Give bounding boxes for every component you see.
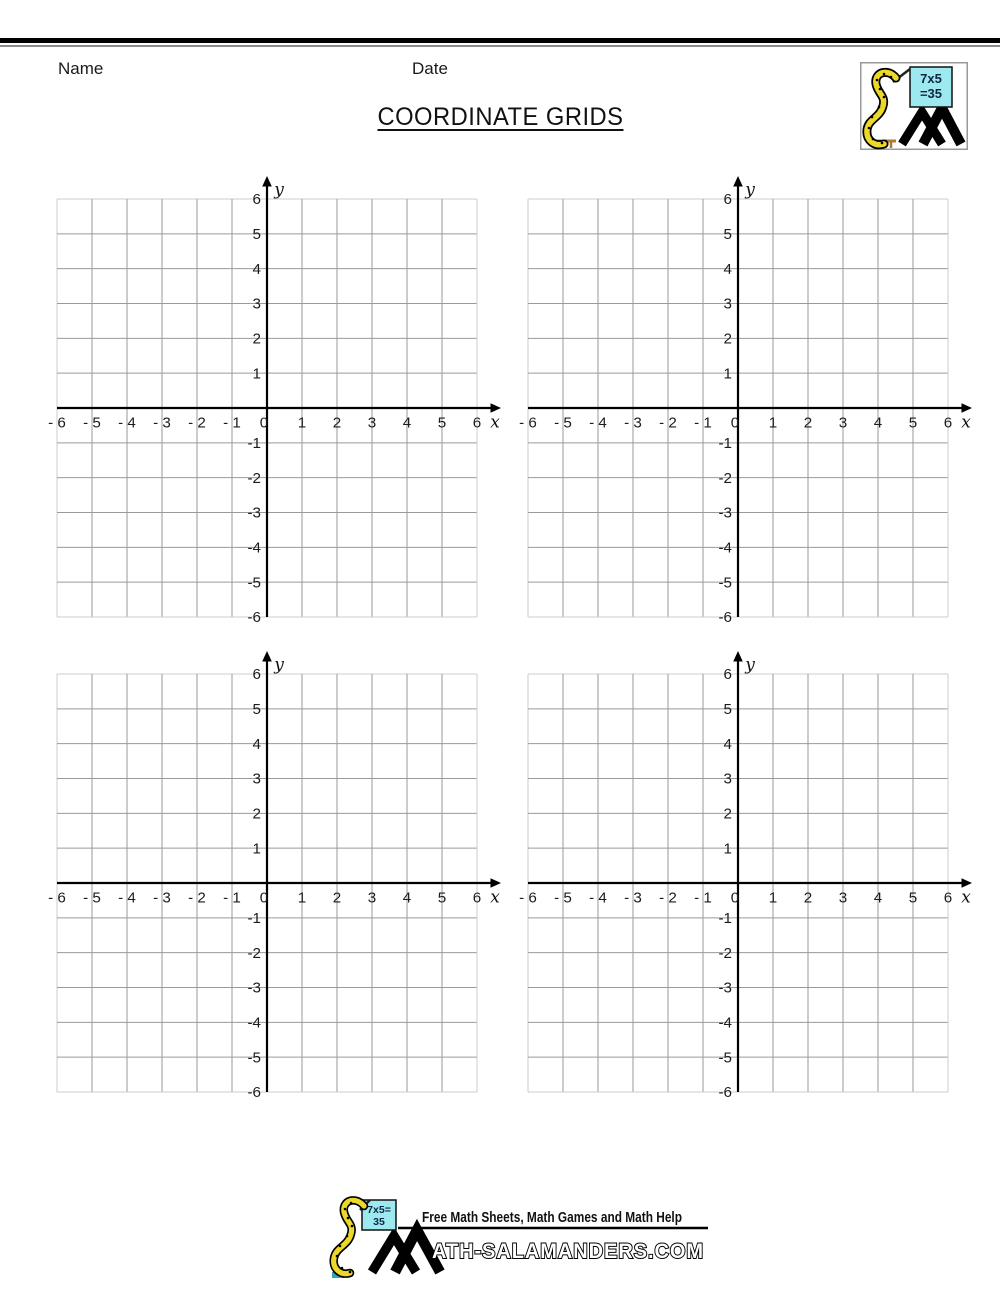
y-tick-label: -3	[718, 979, 732, 997]
y-tick-label: -2	[718, 469, 732, 487]
x-tick-label: 1	[768, 414, 778, 432]
y-tick-label: -6	[718, 609, 732, 627]
x-tick-label: 3	[838, 414, 848, 432]
y-tick-label: 1	[252, 840, 261, 858]
y-tick-label: -4	[718, 539, 732, 557]
name-label: Name	[58, 59, 104, 78]
x-tick-label: 0	[259, 414, 269, 432]
y-tick-label: -2	[247, 469, 261, 487]
coordinate-grid-2	[513, 171, 980, 629]
y-tick-label: 1	[723, 365, 732, 383]
x-tick-label: 3	[367, 414, 377, 432]
y-tick-label: 6	[252, 191, 261, 209]
y-tick-label: 3	[252, 770, 261, 788]
y-tick-label: -2	[247, 944, 261, 962]
x-tick-label: 5	[908, 414, 918, 432]
x-tick-label: 1	[297, 889, 307, 907]
x-tick-label: 5	[437, 889, 447, 907]
coordinate-grid-3	[42, 646, 509, 1104]
x-tick-label: - 1	[694, 889, 712, 907]
x-tick-label: 1	[768, 889, 778, 907]
x-tick-label: - 6	[48, 414, 66, 432]
board-line1: 7x5	[920, 71, 942, 86]
y-tick-label: 5	[252, 226, 261, 244]
x-tick-label: 2	[803, 889, 813, 907]
x-axis-arrow-icon	[491, 403, 502, 413]
x-tick-label: 5	[437, 414, 447, 432]
y-tick-label: 5	[723, 226, 732, 244]
board-line1: 7x5=	[367, 1204, 391, 1216]
y-axis-label: y	[745, 655, 755, 675]
x-tick-label: 4	[873, 414, 883, 432]
x-tick-label: 3	[367, 889, 377, 907]
x-axis-arrow-icon	[491, 878, 502, 888]
y-tick-label: -5	[718, 1049, 732, 1067]
y-tick-label: 6	[723, 666, 732, 684]
y-tick-label: 3	[723, 295, 732, 313]
x-tick-label: - 3	[153, 414, 171, 432]
y-axis-label: y	[745, 180, 755, 200]
y-tick-label: -1	[718, 910, 732, 928]
y-axis-arrow-icon	[733, 651, 743, 662]
x-tick-label: - 2	[659, 889, 677, 907]
x-tick-label: - 5	[554, 889, 572, 907]
x-tick-label: - 2	[188, 889, 206, 907]
board-line2: 35	[373, 1216, 385, 1228]
y-tick-label: 4	[252, 735, 261, 753]
y-tick-label: -6	[247, 1084, 261, 1102]
coordinate-grid-4	[513, 646, 980, 1104]
x-axis-label: x	[961, 887, 971, 908]
y-axis-arrow-icon	[262, 651, 272, 662]
y-tick-label: 5	[252, 701, 261, 719]
y-tick-label: 6	[252, 666, 261, 684]
x-tick-label: - 1	[223, 889, 241, 907]
y-tick-label: 6	[723, 191, 732, 209]
y-tick-label: -4	[247, 1014, 261, 1032]
y-axis-arrow-icon	[262, 176, 272, 187]
coordinate-grid-1	[42, 171, 509, 629]
x-tick-label: 6	[943, 889, 953, 907]
x-tick-label: - 1	[223, 414, 241, 432]
y-tick-label: 1	[723, 840, 732, 858]
x-tick-label: - 5	[554, 414, 572, 432]
x-tick-label: - 3	[153, 889, 171, 907]
y-tick-label: 1	[252, 365, 261, 383]
x-tick-label: 3	[838, 889, 848, 907]
x-tick-label: - 4	[589, 414, 607, 432]
x-tick-label: - 3	[624, 889, 642, 907]
y-tick-label: 2	[723, 805, 732, 823]
x-tick-label: 4	[402, 414, 412, 432]
y-tick-label: -1	[247, 435, 261, 453]
top-divider	[0, 38, 1000, 47]
x-tick-label: - 6	[519, 889, 537, 907]
x-tick-label: - 2	[188, 414, 206, 432]
x-axis-label: x	[490, 887, 500, 908]
x-tick-label: 4	[402, 889, 412, 907]
x-tick-label: - 4	[118, 414, 136, 432]
y-tick-label: -4	[718, 1014, 732, 1032]
y-tick-label: 2	[252, 330, 261, 348]
y-tick-label: -6	[718, 1084, 732, 1102]
x-tick-label: - 2	[659, 414, 677, 432]
y-axis-label: y	[274, 180, 284, 200]
y-tick-label: 4	[723, 260, 732, 278]
page-title: COORDINATE GRIDS	[376, 103, 623, 131]
y-tick-label: -5	[247, 574, 261, 592]
x-tick-label: - 4	[589, 889, 607, 907]
x-tick-label: 6	[943, 414, 953, 432]
x-axis-arrow-icon	[962, 403, 973, 413]
x-axis-arrow-icon	[962, 878, 973, 888]
x-tick-label: 2	[332, 414, 342, 432]
x-tick-label: 0	[730, 889, 740, 907]
y-tick-label: -6	[247, 609, 261, 627]
x-tick-label: - 4	[118, 889, 136, 907]
y-axis-label: y	[274, 655, 284, 675]
footer-tagline: Free Math Sheets, Math Games and Math Help	[422, 1210, 683, 1226]
x-tick-label: 0	[730, 414, 740, 432]
y-tick-label: 2	[723, 330, 732, 348]
x-tick-label: 6	[472, 889, 482, 907]
y-tick-label: -4	[247, 539, 261, 557]
board-line2: =35	[919, 86, 943, 101]
x-axis-label: x	[490, 412, 500, 433]
x-tick-label: 6	[472, 414, 482, 432]
x-tick-label: - 6	[519, 414, 537, 432]
y-tick-label: 4	[252, 260, 261, 278]
y-tick-label: -3	[718, 504, 732, 522]
x-tick-label: 0	[259, 889, 269, 907]
x-tick-label: 2	[803, 414, 813, 432]
y-tick-label: -5	[247, 1049, 261, 1067]
footer-branding	[320, 1192, 740, 1292]
y-tick-label: -3	[247, 979, 261, 997]
y-tick-label: -1	[718, 435, 732, 453]
math-board-icon	[910, 67, 952, 107]
x-tick-label: 2	[332, 889, 342, 907]
x-tick-label: 4	[873, 889, 883, 907]
date-label: Date	[412, 59, 448, 78]
y-tick-label: 2	[252, 805, 261, 823]
y-tick-label: -1	[247, 910, 261, 928]
x-tick-label: - 5	[83, 889, 101, 907]
y-tick-label: -2	[718, 944, 732, 962]
y-tick-label: 3	[723, 770, 732, 788]
x-tick-label: - 6	[48, 889, 66, 907]
y-axis-arrow-icon	[733, 176, 743, 187]
y-tick-label: -3	[247, 504, 261, 522]
x-axis-label: x	[961, 412, 971, 433]
y-tick-label: 4	[723, 735, 732, 753]
x-tick-label: 5	[908, 889, 918, 907]
m-letter-icon	[372, 1230, 440, 1272]
title-row	[0, 103, 1000, 132]
x-tick-label: - 3	[624, 414, 642, 432]
footer-wordmark: ATH-SALAMANDERS.COM	[432, 1239, 704, 1263]
y-tick-label: 3	[252, 295, 261, 313]
x-tick-label: 1	[297, 414, 307, 432]
y-tick-label: 5	[723, 701, 732, 719]
y-tick-label: -5	[718, 574, 732, 592]
x-tick-label: - 5	[83, 414, 101, 432]
x-tick-label: - 1	[694, 414, 712, 432]
